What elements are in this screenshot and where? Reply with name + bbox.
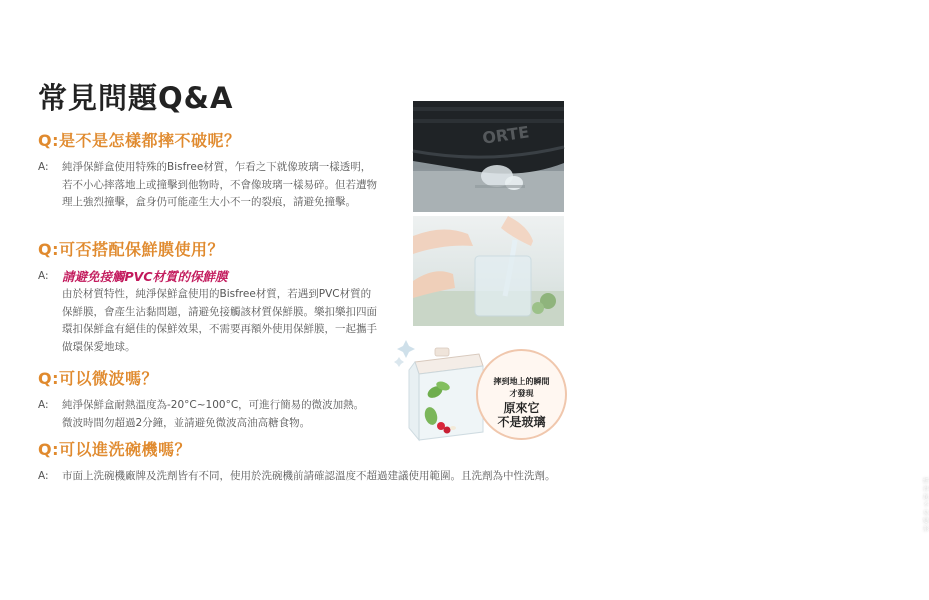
callout-line1: 摔到地上的瞬間: [493, 377, 550, 386]
callout-bubble: [476, 349, 567, 440]
faq-answer: [38, 397, 368, 432]
faq-answer: [38, 268, 378, 356]
faq-answer: [38, 159, 378, 212]
callout-line4: 不是玻璃: [497, 415, 546, 429]
answer-text: 市面上洗碗機廠牌及洗劑皆有不同，使用於洗碗機前請確認溫度不超過建議使用範圍。且洗劑為中性洗劑。: [62, 470, 556, 482]
answer-highlight: 請避免接觸PVC材質的保鮮膜: [62, 269, 228, 284]
answer-prefix: A:: [38, 470, 49, 482]
answer-prefix: A:: [38, 161, 49, 173]
tire-brand-text: ORTE: [481, 122, 531, 148]
faq-item-unbreakable: [38, 128, 378, 212]
answer-text: 純淨保鮮盒使用特殊的Bisfree材質，乍看之下就像玻璃一樣透明，若不小心摔落地上或撞擊到他物時，不會像玻璃一樣易碎。但若遭物理上強烈撞擊，盒身仍可能產生大小不一的裂痕，請避免撞擊。: [62, 161, 377, 209]
photo-caption-line2: 不易變形: [923, 502, 929, 533]
photo-caption: [923, 478, 929, 534]
answer-prefix: A:: [38, 399, 49, 411]
tire-illustration: [413, 101, 564, 212]
callout-line2: 才發現: [509, 389, 534, 398]
answer-prefix: A:: [38, 270, 49, 282]
faq-question: Q:可以進洗碗機嗎？: [38, 440, 192, 459]
faq-item-cling-film: [38, 237, 378, 356]
faq-question: Q:是不是怎樣都摔不破呢？: [38, 131, 241, 150]
answer-text: 由於材質特性，純淨保鮮盒使用的Bisfree材質，若遇到PVC材質的保鮮膜，會產生沾黏問題，請避免接觸該材質保鮮膜。樂扣樂扣四面環扣保鮮盒有絕佳的保鮮效果，不需要再額外使用保鮮膜，一起攜手做環保愛地球。: [62, 288, 377, 353]
faq-answer: [38, 468, 563, 486]
answer-text: 純淨保鮮盒耐熱溫度為-20°C~100°C，可進行簡易的微波加熱。微波時間勿超過2分鐘，並請避免微波高油高糖食物。: [62, 399, 365, 429]
faq-question: Q:可以微波嗎？: [38, 369, 159, 388]
faq-question: Q:可否搭配保鮮膜使用？: [38, 240, 225, 259]
page-title: 常見問題Q&A: [38, 81, 234, 115]
callout-line3: 原來它: [503, 401, 540, 415]
faq-item-microwave: [38, 366, 368, 432]
photo-caption-line1: 經得起: [923, 478, 929, 501]
pouring-illustration: [413, 216, 564, 326]
tire-crush-photo: [413, 101, 564, 212]
